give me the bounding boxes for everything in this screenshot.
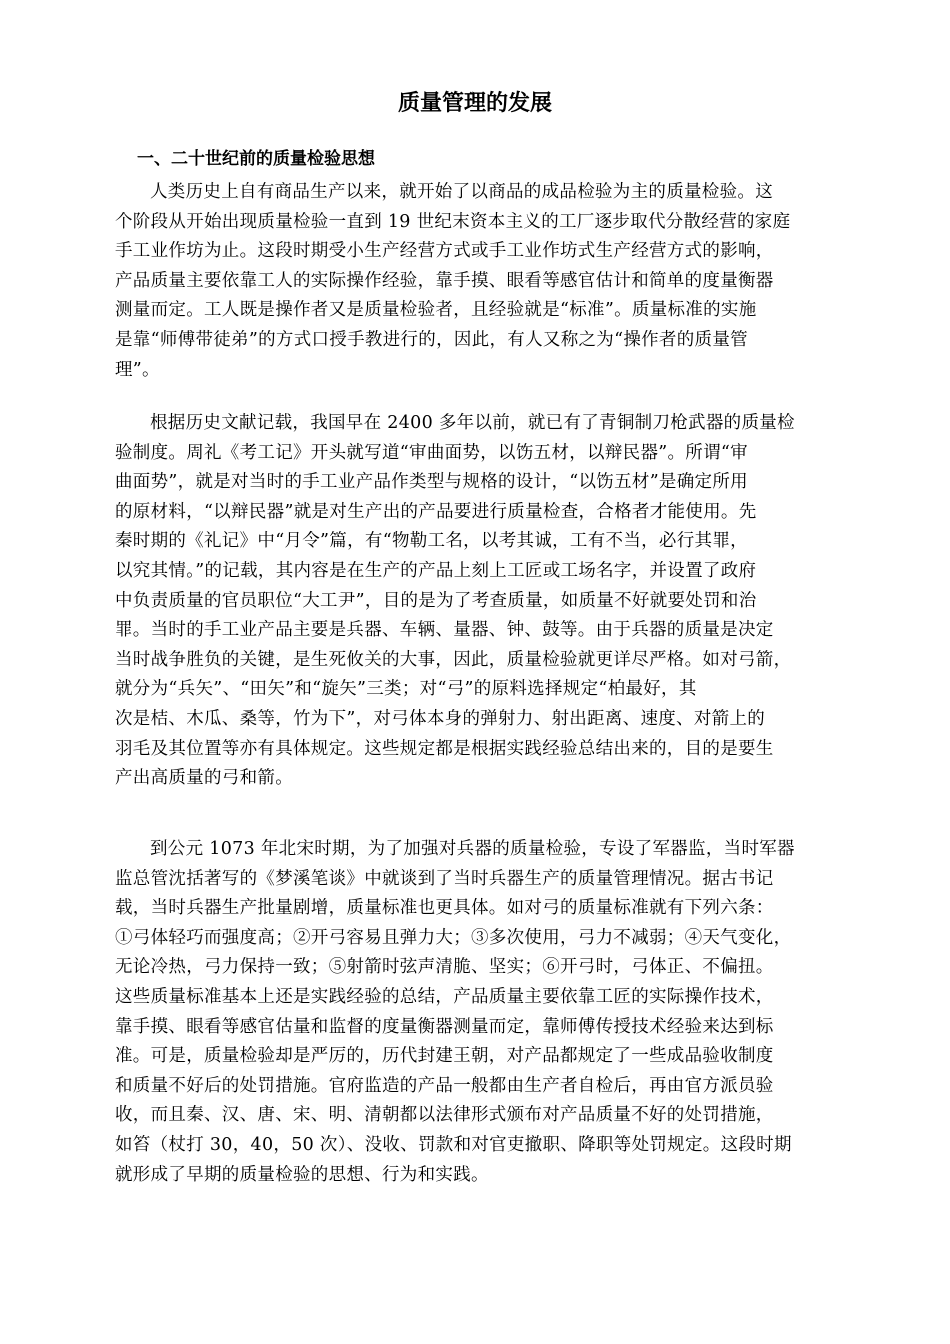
paragraph-line: 罪。当时的手工业产品主要是兵器、车辆、量器、钟、鼓等。由于兵器的质量是决定 xyxy=(115,620,774,641)
paragraph-line: 的原材料，“以辩民器”就是对生产出的产品要进行质量检查，合格者才能使用。先 xyxy=(115,501,757,522)
paragraph-1 xyxy=(115,178,850,385)
paragraph-line: 根据历史文献记载，我国早在 2400 多年以前，就已有了青铜制刀枪武器的质量检 xyxy=(150,413,795,433)
paragraph-line: 当时战争胜负的关键，是生死攸关的大事，因此，质量检验就更详尽严格。如对弓箭， xyxy=(115,649,792,670)
paragraph-line: 次是桔、木瓜、桑等，竹为下”，对弓体本身的弹射力、射出距离、速度、对箭上的 xyxy=(115,708,766,729)
paragraph-line: 理”。 xyxy=(115,359,160,380)
paragraph-line: 和质量不好后的处罚措施。官府监造的产品一般都由生产者自检后，再由官方派员验 xyxy=(115,1075,774,1096)
paragraph-line: 手工业作坊为止。这段时期受小生产经营方式或手工业作坊式生产经营方式的影响， xyxy=(115,241,774,262)
paragraph-line: 个阶段从开始出现质量检验一直到 19 世纪末资本主义的工厂逐步取代分散经营的家庭 xyxy=(115,211,791,232)
paragraph-line: 羽毛及其位置等亦有具体规定。这些规定都是根据实践经验总结出来的，目的是要生 xyxy=(115,738,774,759)
paragraph-line: 产出高质量的弓和箭。 xyxy=(115,768,293,789)
paragraph-line: 人类历史上自有商品生产以来，就开始了以商品的成品检验为主的质量检验。这 xyxy=(150,182,773,202)
paragraph-line: 就形成了早期的质量检验的思想、行为和实践。 xyxy=(115,1164,489,1185)
paragraph-line: 是靠“师傅带徒弟”的方式口授手教进行的，因此，有人又称之为“操作者的质量管 xyxy=(115,329,748,350)
paragraph-line: 载，当时兵器生产批量剧增，质量标准也更具体。如对弓的质量标准就有下列六条： xyxy=(115,898,774,919)
paragraph-line: 验制度。周礼《考工记》开头就写道“审曲面势，以饬五材，以辩民器”。所谓“审 xyxy=(115,442,748,463)
paragraph-line: 无论冷热，弓力保持一致；⑤射箭时弦声清脆、坚实；⑥开弓时，弓体正、不偏扭。 xyxy=(115,957,774,978)
section-heading: 一、二十世纪前的质量检验思想 xyxy=(137,149,375,169)
paragraph-line: 到公元 1073 年北宋时期，为了加强对兵器的质量检验，专设了军器监，当时军器 xyxy=(150,839,795,859)
paragraph-line: ①弓体轻巧而强度高；②开弓容易且弹力大；③多次使用，弓力不减弱；④天气变化， xyxy=(115,927,792,948)
paragraph-line: 产品质量主要依靠工人的实际操作经验，靠手摸、眼看等感官估计和简单的度量衡器 xyxy=(115,270,774,291)
paragraph-line: 靠手摸、眼看等感官估量和监督的度量衡器测量而定，靠师傅传授技术经验来达到标 xyxy=(115,1016,774,1037)
document-title: 质量管理的发展 xyxy=(397,91,552,116)
paragraph-line: 中负责质量的官员职位“大工尹”，目的是为了考查质量，如质量不好就要处罚和治 xyxy=(115,590,757,611)
paragraph-line: 测量而定。工人既是操作者又是质量检验者，且经验就是“标准”。质量标准的实施 xyxy=(115,300,757,321)
paragraph-2 xyxy=(115,409,850,794)
paragraph-line: 监总管沈括著写的《梦溪笔谈》中就谈到了当时兵器生产的质量管理情况。据古书记 xyxy=(115,868,774,889)
paragraph-line: 这些质量标准基本上还是实践经验的总结，产品质量主要依靠工匠的实际操作技术， xyxy=(115,986,774,1007)
paragraph-line: 曲面势”，就是对当时的手工业产品作类型与规格的设计，“以饬五材”是确定所用 xyxy=(115,472,748,493)
paragraph-line: 秦时期的《礼记》中“月令”篇，有“物勒工名，以考其诚，工有不当，必行其罪， xyxy=(115,531,748,552)
paragraph-line: 准。可是，质量检验却是严厉的，历代封建王朝，对产品都规定了一些成品验收制度 xyxy=(115,1046,774,1067)
paragraph-line: 收，而且秦、汉、唐、宋、明、清朝都以法律形式颁布对产品质量不好的处罚措施， xyxy=(115,1105,774,1126)
paragraph-line: 如笞（杖打 30，40，50 次）、没收、罚款和对官吏撤职、降职等处罚规定。这段时期 xyxy=(115,1134,792,1155)
paragraph-line: 就分为“兵矢”、“田矢”和“旋矢”三类；对“弓”的原料选择规定“柏最好，其 xyxy=(115,679,697,700)
paragraph-line: 以究其情。”的记载，其内容是在生产的产品上刻上工匠或工场名字，并设置了政府 xyxy=(115,560,757,581)
paragraph-3 xyxy=(115,835,850,1190)
